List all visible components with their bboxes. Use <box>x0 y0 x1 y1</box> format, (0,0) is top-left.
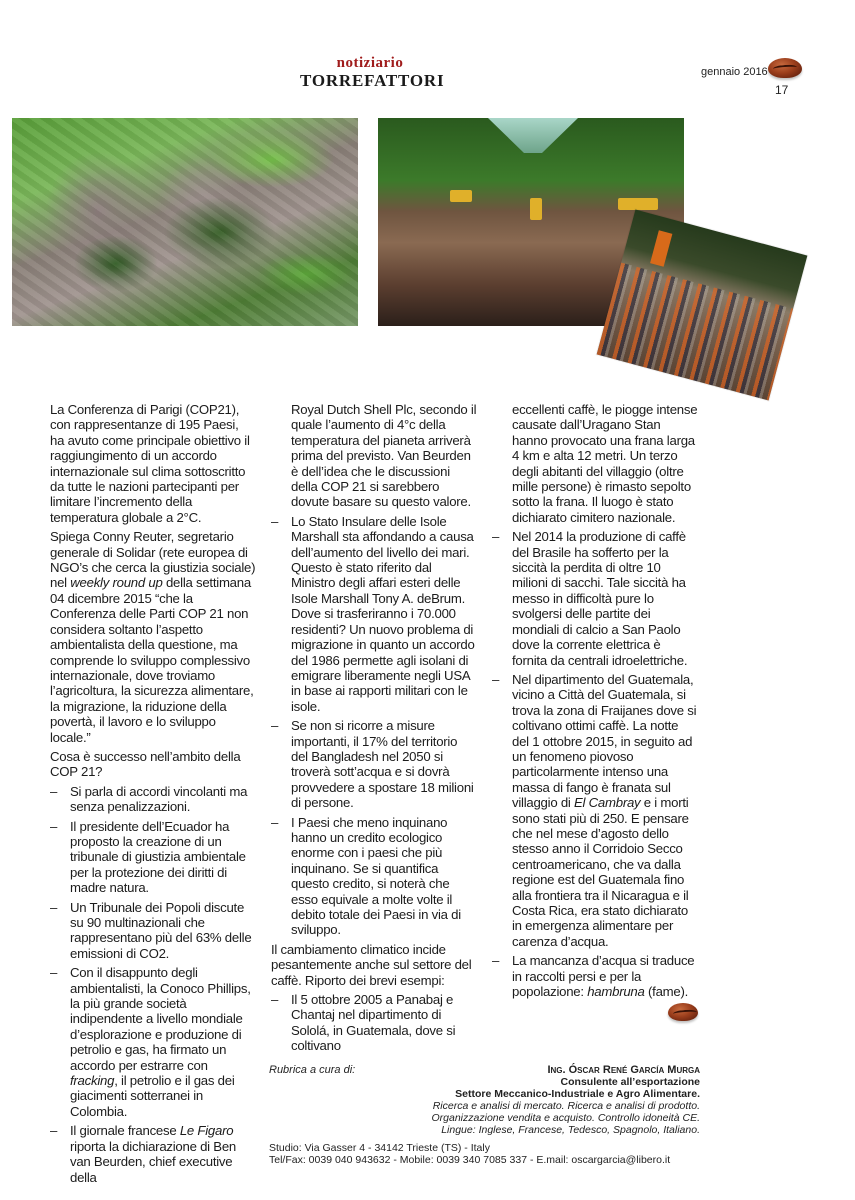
author-services: Organizzazione vendita e acquisto. Controllo idoneità CE. <box>431 1111 700 1124</box>
masthead-small: notiziario <box>336 55 404 71</box>
author-role: Consulente all’esportazione <box>560 1075 700 1088</box>
footer-credits <box>269 1064 700 1166</box>
list-item: – La mancanza d’acqua si traduce in raccolti persi e per la popolazione: hambruna (fame). <box>492 953 695 1000</box>
masthead-title: TORREFATTORI <box>300 71 445 90</box>
bullet-list <box>50 784 256 1185</box>
list-item: – Il presidente dell’Ecuador ha proposto la creazione di un tribunale di giustizia ambientale per la protezione dei diritti di madre natura. <box>50 818 246 896</box>
list-item: – Se non si ricorre a misure importanti, il 17% del territorio del Bangladesh nel 2050 si troverà sott’acqua e si dovrà provvedere a spostare 18 milioni di persone. <box>271 718 474 811</box>
list-item: – Un Tribunale dei Popoli discute su 90 multinazionali che rappresentano più del 63% delle emissioni di CO2. <box>50 899 252 961</box>
author-languages: Lingue: Inglese, Francese, Tedesco, Spagnolo, Italiano. <box>441 1123 700 1136</box>
article-column-1 <box>50 402 256 1189</box>
masthead-logo <box>300 55 445 90</box>
bullet-list <box>271 514 477 938</box>
paragraph-continuation: eccellenti caffè, le piogge intense causate dall’Uragano Stan hanno provocato una frana larga 4 km e alta 12 metri. Un terzo degli abitanti del villaggio (oltre mille persone) è rimasto sepolto sotto la frana. Il luogo è stato dichiarato cimitero nazionale. <box>512 402 698 525</box>
list-item: – I Paesi che meno inquinano hanno un credito ecologico enorme con i paesi che più inquinano. Se si quantifica questo credito, si noterà che esso equivale a molte volte il debito totale dei Paesi in via di sviluppo. <box>271 814 461 938</box>
column-credit-label: Rubrica a cura di: <box>269 1063 356 1076</box>
contact-phones-email: Tel/Fax: 0039 040 943632 - Mobile: 0039 340 7085 337 - E.mail: oscargarcia@libero.it <box>269 1153 671 1166</box>
article-column-3 <box>492 402 698 1021</box>
bullet-list <box>271 992 477 1054</box>
issue-date: gennaio 2016 <box>701 66 768 78</box>
paragraph: Cosa è successo nell’ambito della COP 21? <box>50 748 241 780</box>
list-item: – Lo Stato Insulare delle Isole Marshall sta affondando a causa dell’aumento del livello dei mari. Questo è stato riferito dal Ministro degli affari esteri delle Isole Marshall Tony A. deBrum. Dove si trasferiranno i 70.000 residenti? Un nuovo problema di migrazione in quanto un accordo del 1986 permette agli isolani di emigrare liberamente negli USA in base ai rapporti militari con le isole. <box>271 513 475 714</box>
list-item: – Nel 2014 la produzione di caffè del Brasile ha sofferto per la siccità la perdita di oltre 10 milioni di sacchi. Tale siccità ha messo in difficoltà pure lo svolgersi delle partite dei mondiali di calcio a San Paolo dove la corrente elettrica è fornita da centrali idroelettriche. <box>492 529 688 668</box>
list-item: – Il giornale francese Le Figaro riporta la dichiarazione di Ben van Beurden, chief executive della <box>50 1123 236 1185</box>
list-item: – Nel dipartimento del Guatemala, vicino a Città del Guatemala, si trova la zona di Fraijanes dove si coltivano ottimi caffè. La notte del 1 ottobre 2015, in seguito ad un fenomeno piovoso particolarmente intenso una massa di fango è franata sul villaggio di El Cambray e i morti sono stati più di 250. E pensare che nel mese d’agosto dello stesso anno il Corridoio Secco centroamericano, che va dalla regione est del Guatemala fino alla frontiera tra il Nicaragua e il Costa Rica, era stato dichiarato in emergenza alimentare per carenza d’acqua. <box>492 671 697 949</box>
author-credits <box>432 1064 701 1136</box>
paragraph: Il cambiamento climatico incide pesantemente anche sul settore del caffè. Riporto dei brevi esempi: <box>271 941 472 988</box>
landslide-aerial-photo <box>12 118 358 326</box>
coffee-bean-icon <box>768 58 802 78</box>
page-number: 17 <box>775 83 789 97</box>
author-sector: Settore Meccanico-Industriale e Agro Alimentare. <box>455 1087 700 1100</box>
coffee-bean-icon <box>668 1003 698 1021</box>
bullet-list <box>492 529 698 999</box>
author-name: Ing. Óscar René García Murga <box>547 1063 700 1076</box>
rescue-workers-photo <box>597 210 808 401</box>
paragraph: La Conferenza di Parigi (COP21), con rappresentanze di 195 Paesi, ha avuto come principale obiettivo il raggiungimento di un accordo internazionale sul clima sottoscritto da tutte le nazioni partecipanti per limitare l’incremento della temperatura globale a 2°C. <box>50 402 250 525</box>
paragraph: Spiega Conny Reuter, segretario generale di Solidar (rete europea di NGO’s che cerca la giustizia sociale) nel weekly round up della settimana 04 dicembre 2015 “che la Conferenza delle Parti COP 21 non considera soltanto l’aspetto ambientalista della questione, ma comprende lo sviluppo complessivo internazionale, dove troviamo l’agricoltura, la sicurezza alimentare, la migrazione, la riduzione della povertà, il lavoro e lo sviluppo locale.” <box>50 529 256 745</box>
list-item: – Con il disappunto degli ambientalisti, la Conoco Phillips, la più grande società indipendente a livello mondiale d’esplorazione e produzione di petrolio e gas, ha firmato un accordo per estrarre con fracking, il petrolio e il gas dei giacimenti sotterranei in Colombia. <box>50 965 251 1119</box>
author-services: Ricerca e analisi di mercato. Ricerca e analisi di prodotto. <box>432 1099 700 1112</box>
list-item: – Si parla di accordi vincolanti ma senza penalizzazioni. <box>50 783 248 815</box>
studio-address: Studio: Via Gasser 4 - 34142 Trieste (TS) - Italy <box>269 1141 490 1154</box>
paragraph-continuation: Royal Dutch Shell Plc, secondo il quale l’aumento di 4°c della temperatura del pianeta arriverà prima del previsto. Van Beurden è dell’idea che le discussioni della COP 21 si sarebbero dovute basare su questo valore. <box>291 402 477 510</box>
list-item: – Il 5 ottobre 2005 a Panabaj e Chantaj nel dipartimento di Sololá, in Guatemala, dove si coltivano <box>271 992 456 1054</box>
article-column-2 <box>271 402 477 1058</box>
contact-info <box>269 1142 700 1166</box>
